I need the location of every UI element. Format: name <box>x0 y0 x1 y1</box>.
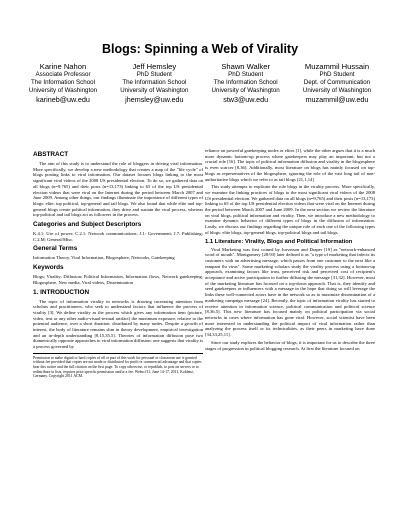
author-name: Muzammil Hussain <box>304 62 370 71</box>
author-univ: University of Washington <box>211 87 280 94</box>
author-univ: University of Washington <box>302 87 372 94</box>
author-1 <box>18 62 108 104</box>
body-paragraph: Since our study explores the behavior of blogs, it is important for us to describe the three stages of progression in political blogging research. At first the literature focused on <box>205 339 375 351</box>
abstract-heading: ABSTRACT <box>33 151 69 158</box>
right-column <box>205 148 375 353</box>
body-paragraph: Viral Marketing was first coined by Jurvetson and Draper [19] as "network-enhanced word of mouth". Montgomery [28:93] later defined it as "a type of marketing that infects its customers with an advertising message, which passes from one customer to the next like a rampant flu virus". Some marketing scholars study the virality process using a bottom-up approach, examining factors like trust, perceived risk and perceived cost of recipient's acceptance and active participation in further diffusing the message [31,32]. However, most of the marketing literature has focused on a top-down approach. That is, they identify and seed gatekeepers or influencers with a message in the hope that doing so will leverage the links these well-connected actors have in the network so as to maximize dissemination of a marketing campaign message [24]. Recently, the topic of information virality has started to receive attention in information science, political communication and political science [8,36,5]. This new literature has focused mainly on political participation via social networks in cases where information has gone viral. However, social scientist have been more interested in understanding the political impact of viral information rather than analyzing the process itself or its technicalities, as their peers in marketing have done [34,33,25,11]. <box>205 246 375 338</box>
paper-title: Blogs: Spinning a Web of Virality <box>101 42 299 56</box>
categories-heading: Categories and Subject Descriptors <box>33 221 142 229</box>
body-paragraph: reliance on powerful gatekeeping nodes or elites [1], while the other argues that it is a much more dynamic bottom-up process where gatekeepers may play an important, but not a crucial role [16]. The topic of political information diffusion and virality in the blogosphere is even scarcer [8,36]. Additionally, most literature on blogs has mainly focused on top-blogs as representatives of the blogosphere, ignoring the role of the vast long tail of non-authoritative blogs which we refer to as tail blogs [21,1,14]. <box>205 148 375 182</box>
terms-heading: General Terms <box>33 245 78 253</box>
author-dept: The Information School <box>122 79 187 86</box>
author-name: Karine Nahon <box>39 62 87 71</box>
author-dept: Dept. of Communication <box>303 79 371 86</box>
author-email: karineb@uw.edu <box>36 95 90 104</box>
author-email: stw3@uw.edu <box>223 95 269 104</box>
author-role: PhD Student <box>136 71 172 78</box>
author-3 <box>201 62 291 104</box>
copyright-notice: Permission to make digital or hard copies of all or part of this work for personal or classroom use is granted without fee provided that copies are not made or distributed for profit or commercial advantage and that copies bear this notice and the full citation on the first page. To copy otherwise, or republish, to post on servers or to redistribute to lists, requires prior specific permission and/or a fee. Websci'11, June 14-17, 2011, Koblenz, Germany. Copyright 2011 ACM. <box>33 353 203 379</box>
terms-text: Information Theory, Viral Information, Blogosphere, Networks, Gatekeeping <box>33 255 175 261</box>
keywords-heading: Keywords <box>33 264 64 272</box>
author-email: jhemsley@uw.edu <box>125 95 184 104</box>
author-univ: University of Washington <box>28 87 98 94</box>
author-2 <box>109 62 199 104</box>
abstract-text: The aim of this study is to understand the role of bloggers in driving viral information. More specifically, we develop a new methodology that creates a map of the "life cycle" of blogs posting links to viral information. Our dataset focuses blogs linking to the most significant viral videos of the 2008 US presidential election. To do so, we gathered data on all blogs (n=9,765) and their posts (n=13,173) linking to 65 of the top US presidential election videos that were viral on the Internet during the period between March 2007 and June 2009. Among other things, our findings illuminate the importance of different types of blogs: elite, top political, top-general and tail blogs. We also found that while elite and top-general blogs create political information, they drive and sustain the viral process, whereas top-political and tail blogs act as followers in the process. <box>33 161 203 218</box>
author-dept: The Information School <box>31 79 95 86</box>
author-name: Shawn Walker <box>221 62 270 71</box>
categories-text: K.4.1: Use of power; C.2.1: Network communications; J.1: Government; J.7: Publishing; C.2.M: General/Misc. <box>33 231 203 242</box>
author-email: muzammil@uw.edu <box>305 95 369 104</box>
author-4 <box>292 62 382 104</box>
introduction-text: The topic of information virality in networks is drawing increasing attention from scholars and practitioners, who seek to understand factors that influence the process of virality [3]. We define virality as the process which gives any information item (picture, video, text or any other audio-visual-textual artifact) the maximum exposure, relative to the potential audience, over a short duration, distributed by many nodes. Despite a growth of interest, the body of literature remains slim in theory development, empirical investigation and an in-depth understanding [8,15,35,5]. Theories of information diffusion pose two diametrically opposite approaches to viral information diffusion: one suggests that virality is a process governed by <box>33 298 203 350</box>
body-paragraph: This study attempts to explicate the role blogs in the virality process. More specifically, we examine the linking practices of blogs to the most significant viral videos of the 2008 US presidential election. We gathered data on all blogs (n=9,765) and their posts (n=13,173) linking to 65 of the top US presidential election videos that were viral on the Internet during the period between March 2007 and June 2009. In the next section we review the literature on viral blogs, political information and virality. Then, we introduce a new methodology to examine dynamic behavior of different types of blogs in the diffusion of information. Lastly, we discuss our findings regarding the unique role of each one of the following types of blogs: elite blogs, top-general blogs, top-political blogs and tail blogs. <box>205 184 375 235</box>
keywords-text: Blogs; Virality; Diffusion; Political Information, Information flows, Network gatekeeping, Blogosphere, New media, Viral videos, Dissemination <box>33 274 203 285</box>
left-column <box>33 148 203 379</box>
subsection-heading: 1.1 Literature: Virality, Blogs and Political Information <box>205 238 353 245</box>
author-role: PhD Student <box>228 71 264 78</box>
author-univ: University of Washington <box>120 87 189 94</box>
introduction-heading: 1. INTRODUCTION <box>33 288 90 296</box>
author-name: Jeff Hemsley <box>132 62 177 71</box>
author-dept: The Information School <box>213 79 278 86</box>
author-role: Associate Professor <box>35 71 91 78</box>
author-role: PhD Student <box>319 71 355 78</box>
author-block <box>18 62 382 104</box>
